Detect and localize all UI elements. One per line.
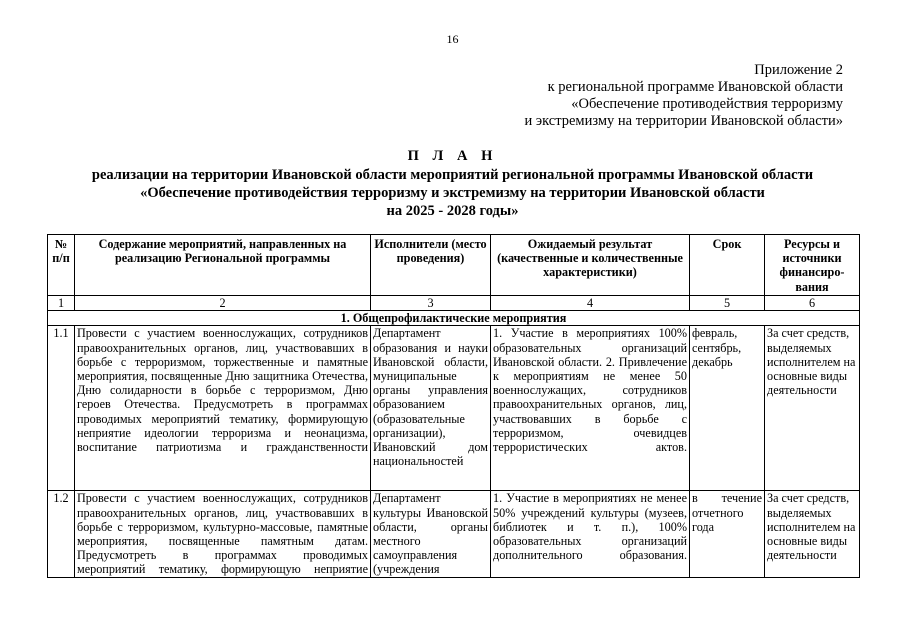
column-number: 4 [491,296,690,311]
plan-table [47,234,860,578]
row-resources: За счет средств, выделяемых исполнителем на основные виды деятельности [765,491,860,578]
header-resources: Ресурсы и источники финансиро- вания [765,235,860,296]
row-number: 1.1 [48,326,75,491]
header-executors: Исполнители (место проведения) [371,235,491,296]
page-number: 16 [446,32,459,46]
appendix-line-3: «Обеспечение противодействия терроризму [571,96,843,112]
row-content: Провести с участием военнослужащих, сотрудников правоохранительных органов, лиц, участвовавших в борьбе с терроризмом, торжественные и памятные мероприятия, посвященные Дню защитника Отечества, Дню солидарности в борьбе с терроризмом, Дню героев Отечества. Предусмотреть в программах проводимых мероприятий тематику, формирующую неприятие идеологии терроризма и неонацизма, воспитание патриотизма и гражданственности [75,326,371,491]
column-number: 3 [371,296,491,311]
appendix-block [524,62,843,130]
table-row [48,326,860,491]
row-term: в течение отчетного года [690,491,765,578]
column-number-row [48,296,860,311]
row-executors: Департамент образования и науки Ивановской области, муниципальные органы управления образованием (образовательные организации), Ивановский дом национальностей [371,326,491,491]
table-header-row [48,235,860,296]
column-number: 5 [690,296,765,311]
row-resources: За счет средств, выделяемых исполнителем на основные виды деятельности [765,326,860,491]
header-content: Содержание мероприятий, направленных на реализацию Региональной программы [75,235,371,296]
plan-title: П Л А Н [407,148,498,164]
row-result: 1. Участие в мероприятиях не менее 50% учреждений культуры (музеев, библиотек и т. п.), 100% образовательных организаций дополнительного образования. [491,491,690,578]
row-executors: Департамент культуры Ивановской области, органы местного самоуправления (учреждения [371,491,491,578]
plan-subtitle-line-1: реализации на территории Ивановской области мероприятий региональной программы Ивановской области [91,167,814,183]
header-num: № п/п [48,235,75,296]
appendix-line-1: Приложение 2 [754,62,843,78]
appendix-line-2: к региональной программе Ивановской области [547,79,843,95]
row-result: 1. Участие в мероприятиях 100% образовательных организаций Ивановской области. 2. Привлечение к мероприятиям не менее 50 военнослужащих, сотрудников правоохранительных органов, лиц, участвовавших в борьбе с терроризмом, очевидцев террористических актов. [491,326,690,491]
column-number: 1 [48,296,75,311]
row-number: 1.2 [48,491,75,578]
column-number: 6 [765,296,860,311]
row-content: Провести с участием военнослужащих, сотрудников правоохранительных органов, лиц, участвовавших в борьбе с терроризмом, культурно-массовые, памятные мероприятия, посвященные памятным датам. Предусмотреть в программах проводимых мероприятий тематику, формирующую неприятие [75,491,371,578]
column-number: 2 [75,296,371,311]
table-row [48,491,860,578]
row-term: февраль, сентябрь, декабрь [690,326,765,491]
plan-subtitle-line-2: «Обеспечение противодействия терроризму и экстремизму на территории Ивановской области [140,185,765,201]
header-result: Ожидаемый результат (качественные и количественные характеристики) [491,235,690,296]
plan-subtitle [0,166,905,220]
appendix-line-4: и экстремизму на территории Ивановской области» [524,113,843,129]
section-title: 1. Общепрофилактические мероприятия [48,311,860,326]
header-term: Срок [690,235,765,296]
section-row [48,311,860,326]
plan-subtitle-line-3: на 2025 - 2028 годы» [386,203,519,219]
